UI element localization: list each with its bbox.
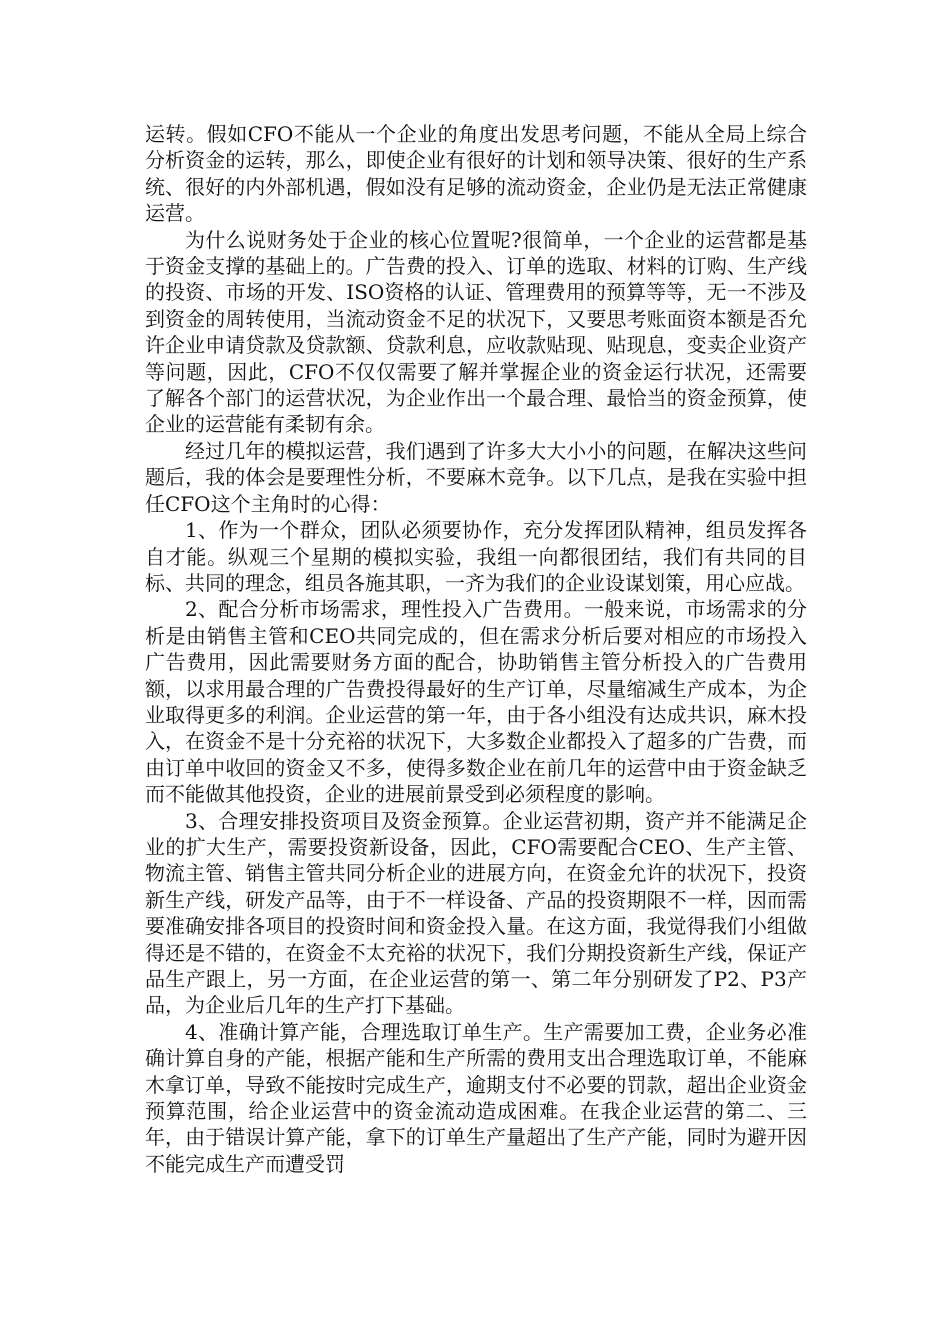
paragraph-point-2: 2、配合分析市场需求，理性投入广告费用。一般来说，市场需求的分析是由销售主管和CEO共同完成的，但在需求分析后要对相应的市场投入广告费用，因此需要财务方面的配合，协助销售主管分析投入的广告费用额，以求用最合理的广告费投得最好的生产订单，尽量缩减生产成本，为企业取得更多的利润。企业运营的第一年，由于各小组没有达成共识，麻木投入，在资金不是十分充裕的状况下，大多数企业都投入了超多的广告费，而由订单中收回的资金又不多，使得多数企业在前几年的运营中由于资金缺乏而不能做其他投资，企业的进展前景受到必须程度的影响。 (145, 597, 807, 807)
paragraph-experience-intro: 经过几年的模拟运营，我们遇到了许多大大小小的问题，在解决这些问题后，我的体会是要理性分析，不要麻木竞争。以下几点，是我在实验中担任CFO这个主角时的心得： (145, 438, 807, 516)
paragraph-point-4: 4、准确计算产能，合理选取订单生产。生产需要加工费，企业务必准确计算自身的产能，根据产能和生产所需的费用支出合理选取订单，不能麻木拿订单，导致不能按时完成生产，逾期支付不必要的罚款，超出企业资金预算范围，给企业运营中的资金流动造成困难。在我企业运营的第二、三年，由于错误计算产能，拿下的订单生产量超出了生产产能，同时为避开因不能完成生产而遭受罚 (145, 1019, 807, 1176)
document-body (145, 121, 807, 1177)
paragraph-continuation: 运转。假如CFO不能从一个企业的角度出发思考问题，不能从全局上综合分析资金的运转，那么，即使企业有很好的计划和领导决策、很好的生产系统、很好的内外部机遇，假如没有足够的流动资金，企业仍是无法正常健康运营。 (145, 122, 807, 226)
paragraph-finance-core: 为什么说财务处于企业的核心位置呢?很简单，一个企业的运营都是基于资金支撑的基础上的。广告费的投入、订单的选取、材料的订购、生产线的投资、市场的开发、ISO资格的认证、管理费用的预算等等，无一不涉及到资金的周转使用，当流动资金不足的状况下，又要思考账面资本额是否允许企业申请贷款及贷款额、贷款利息，应收款贴现、贴现息，变卖企业资产等问题，因此，CFO不仅仅需要了解并掌握企业的资金运行状况，还需要了解各个部门的运营状况，为企业作出一个最合理、最恰当的资金预算，使企业的运营能有柔韧有余。 (145, 227, 807, 437)
paragraph-point-1: 1、作为一个群众，团队必须要协作，充分发挥团队精神，组员发挥各自才能。纵观三个星期的模拟实验，我组一向都很团结，我们有共同的目标、共同的理念，组员各施其职，一齐为我们的企业设谋划策，用心应战。 (145, 518, 807, 595)
paragraph-point-3: 3、合理安排投资项目及资金预算。企业运营初期，资产并不能满足企业的扩大生产，需要投资新设备，因此，CFO需要配合CEO、生产主管、物流主管、销售主管共同分析企业的进展方向，在资金允许的状况下，投资新生产线，研发产品等，由于不一样设备、产品的投资期限不一样，因而需要准确安排各项目的投资时间和资金投入量。在这方面，我觉得我们小组做得还是不错的，在资金不太充裕的状况下，我们分期投资新生产线，保证产品生产跟上，另一方面，在企业运营的第一、第二年分别研发了P2、P3产品，为企业后几年的生产打下基础。 (145, 808, 807, 1018)
